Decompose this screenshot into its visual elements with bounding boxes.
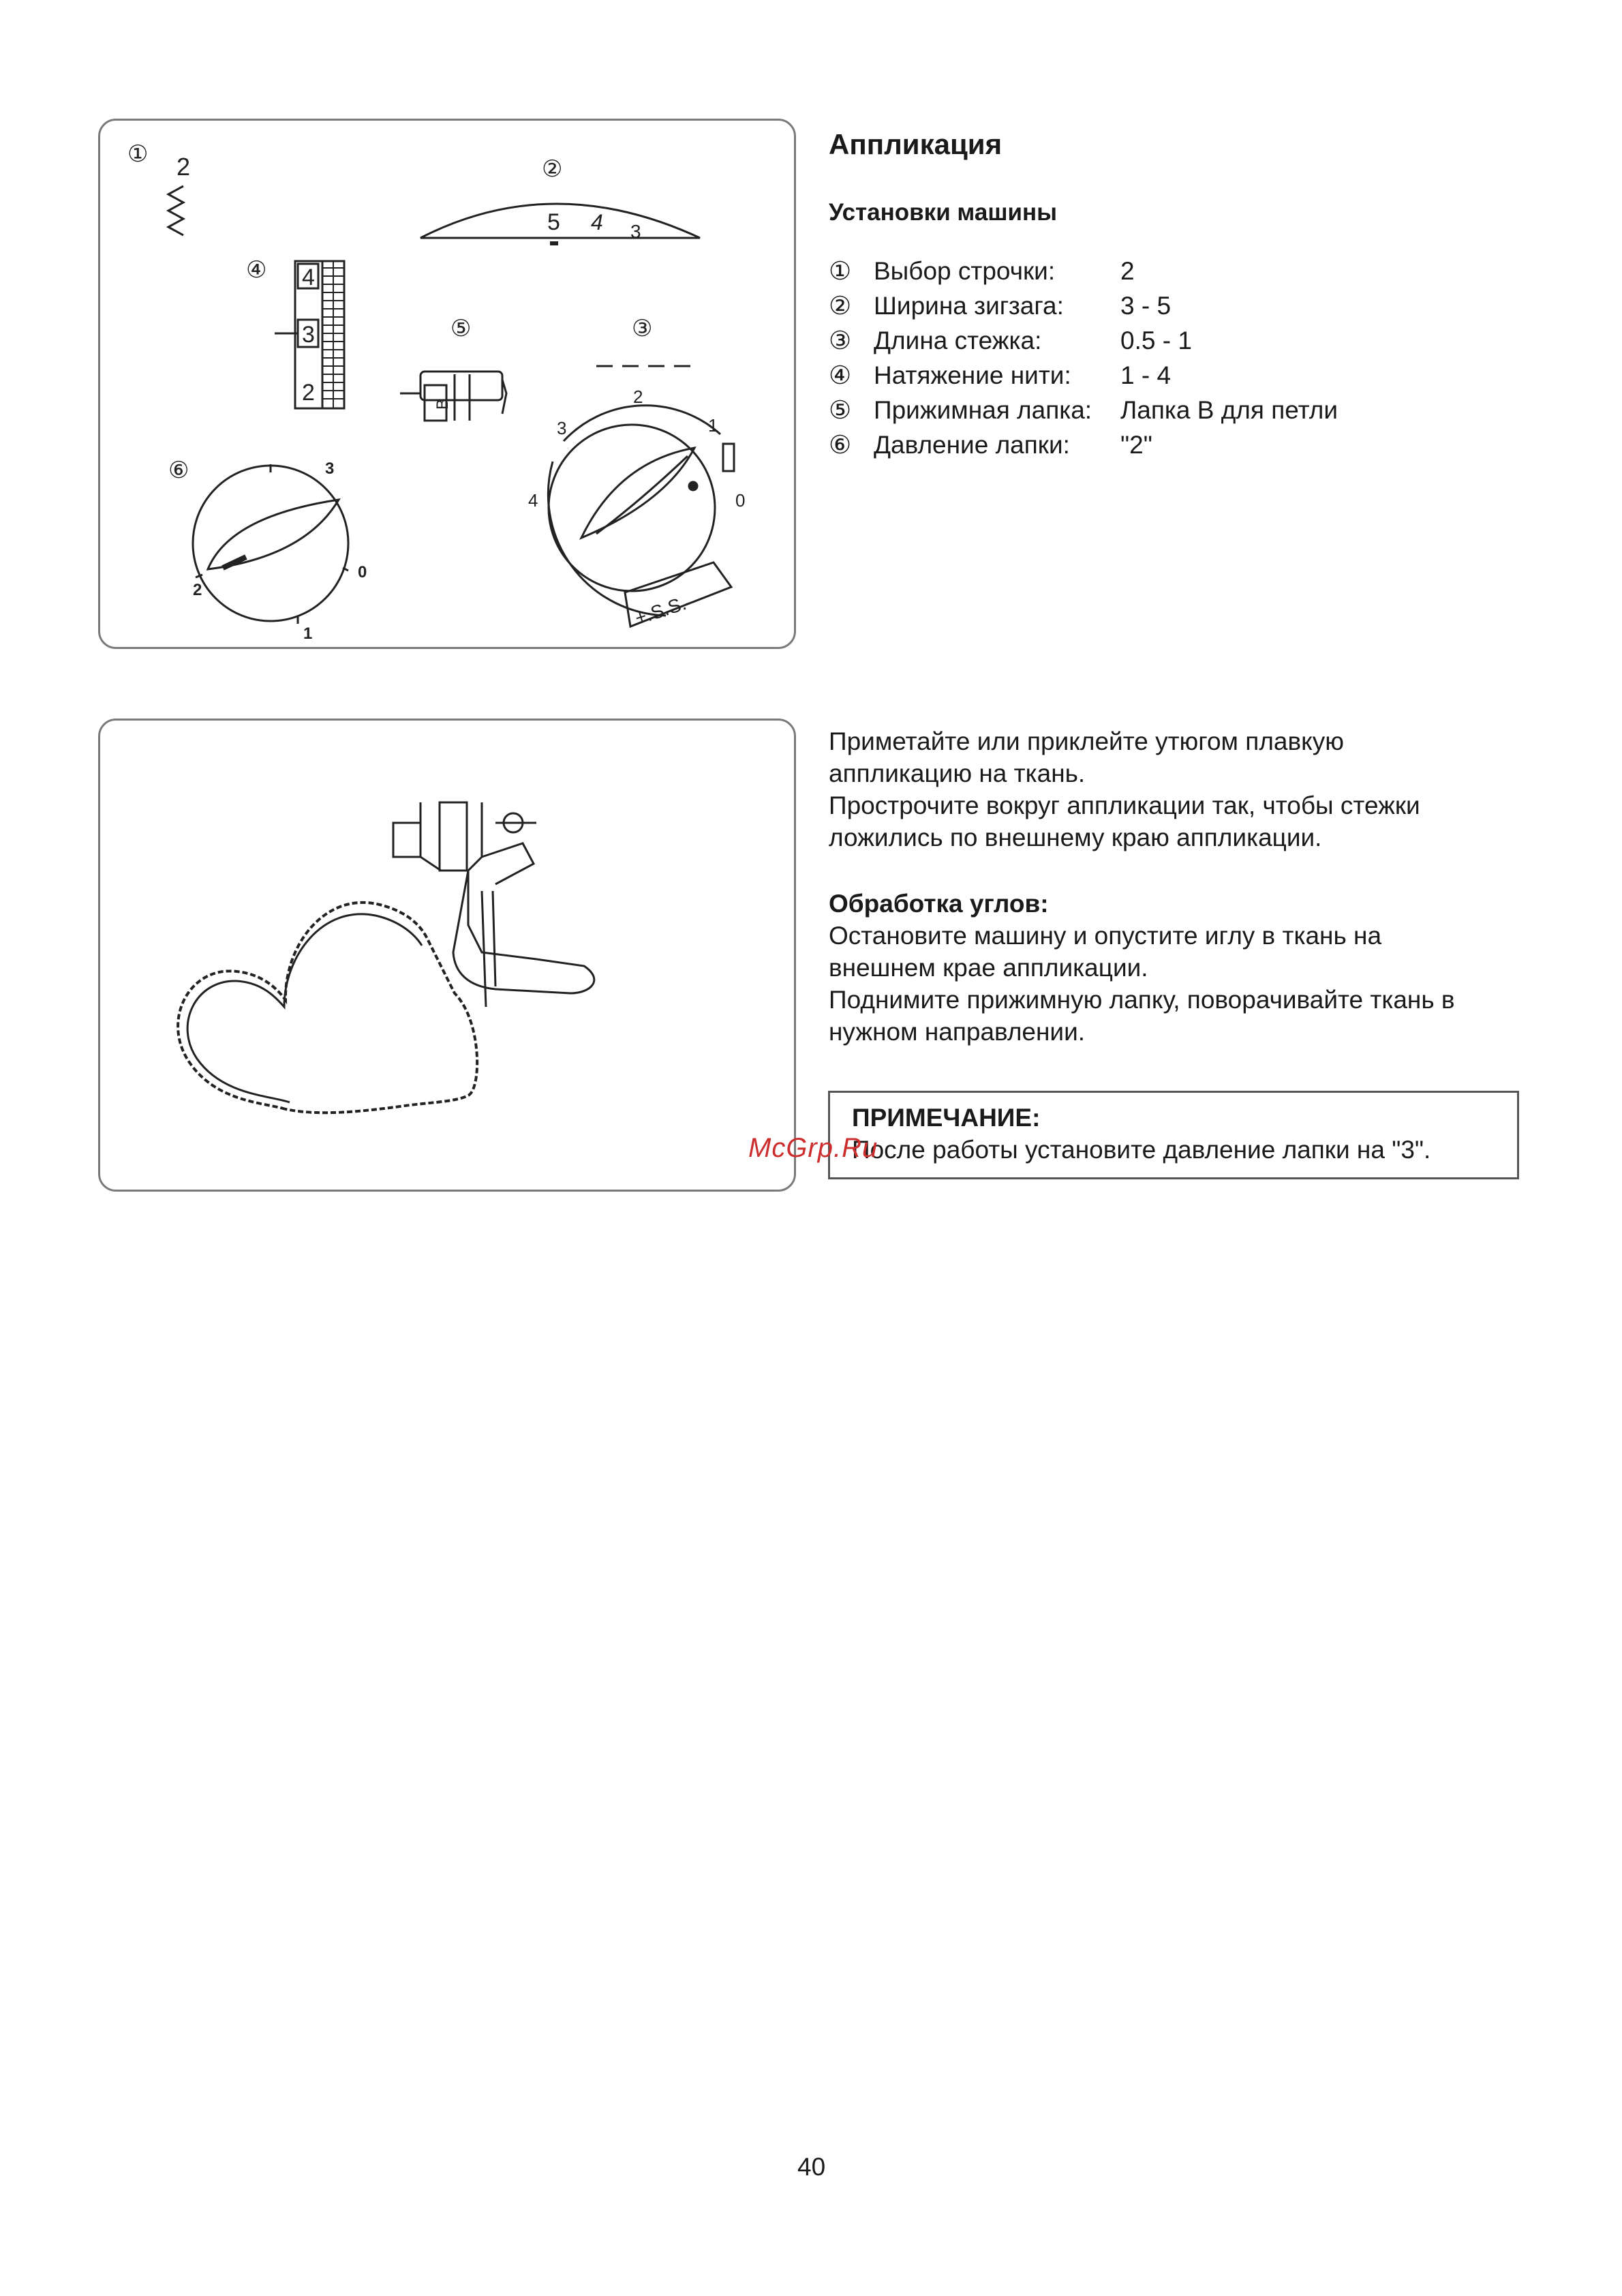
settings-label: Выбор строчки: [874,257,1056,285]
settings-value: 3 - 5 [1120,292,1172,320]
tension-scale-3: 3 [302,322,315,348]
corners-line: нужном направлении. [829,1018,1086,1046]
marker-2: ② [542,156,563,182]
note-title: ПРИМЕЧАНИЕ: [852,1104,1041,1132]
marker-6: ⑥ [168,457,189,483]
applique-illustration [100,721,798,1194]
pressure-dial-3: 3 [325,459,335,478]
settings-number: ② [829,292,852,320]
corners-paragraph [829,888,1537,1048]
foot-letter: B [433,398,452,410]
settings-value: 0.5 - 1 [1120,327,1192,354]
settings-number: ⑥ [829,431,852,459]
settings-row [829,288,1338,323]
stitch-length-dial-icon [548,406,734,626]
tension-scale-4: 4 [302,265,315,290]
length-dial-2: 2 [633,387,643,407]
marker-4: ④ [246,257,267,283]
settings-row [829,323,1338,358]
pressure-dial-0: 0 [358,563,367,581]
pressure-dial-1: 1 [303,624,313,643]
corners-heading: Обработка углов: [829,890,1049,918]
marker-1: ① [127,141,149,167]
settings-label: Прижимная лапка: [874,396,1092,424]
settings-number: ① [829,257,852,285]
pressure-dial-2: 2 [193,581,202,599]
length-dial-3: 3 [557,418,567,438]
page-number: 40 [797,2153,826,2181]
settings-number: ③ [829,327,852,354]
settings-row [829,427,1338,462]
watermark: McGrp.Ru [748,1133,878,1163]
settings-value: Лапка В для петли [1120,396,1338,424]
marker-5: ⑤ [450,316,472,342]
instructions-line: Прострочите вокруг аппликации так, чтобы стежки [829,791,1420,819]
corners-line: Остановите машину и опустите иглу в ткань на [829,922,1382,950]
machine-settings-figure [98,119,796,649]
length-dial-0: 0 [735,490,746,511]
settings-label: Ширина зигзага: [874,292,1064,320]
note-text: После работы установите давление лапки на "3". [852,1136,1431,1164]
settings-illustration [100,121,798,651]
page-title: Аппликация [829,128,1003,160]
applique-figure [98,719,796,1192]
corners-line: Поднимите прижимную лапку, поворачивайте ткань в [829,986,1455,1014]
length-dial-4: 4 [528,490,538,511]
settings-row [829,393,1338,427]
settings-value: 1 - 4 [1120,361,1172,389]
marker-3: ③ [632,316,653,342]
instructions-line: ложились по внешнему краю аппликации. [829,824,1322,851]
instructions-line: аппликацию на ткань. [829,759,1086,787]
buttonhole-foot-icon [400,372,506,421]
pressure-dial-icon [193,464,348,624]
settings-label: Натяжение нити: [874,361,1071,389]
presser-foot-icon [393,802,594,1007]
corners-line: внешнем крае аппликации. [829,954,1148,982]
length-dial-ss: +.S.S.– [632,589,699,629]
width-dial-icon [420,204,700,238]
zigzag-stitch-icon [168,186,183,235]
length-dial-1: 1 [708,415,718,436]
settings-list [829,254,1338,462]
settings-row [829,254,1338,288]
note-box [828,1091,1519,1179]
settings-number: ④ [829,361,852,389]
settings-label: Длина стежка: [874,327,1042,354]
settings-value: 2 [1120,257,1135,285]
pattern-number: 2 [177,153,191,181]
tension-scale-2: 2 [302,380,315,406]
instructions-line: Приметайте или приклейте утюгом плавкую [829,727,1344,755]
settings-row [829,358,1338,393]
instructions-paragraph [829,725,1537,854]
settings-label: Давление лапки: [874,431,1070,459]
settings-heading: Установки машины [829,199,1058,226]
width-scale-4: 4 [591,210,603,235]
settings-value: "2" [1120,431,1152,459]
width-scale-5: 5 [547,209,560,235]
width-scale-3: 3 [630,221,641,242]
settings-number: ⑤ [829,396,852,424]
